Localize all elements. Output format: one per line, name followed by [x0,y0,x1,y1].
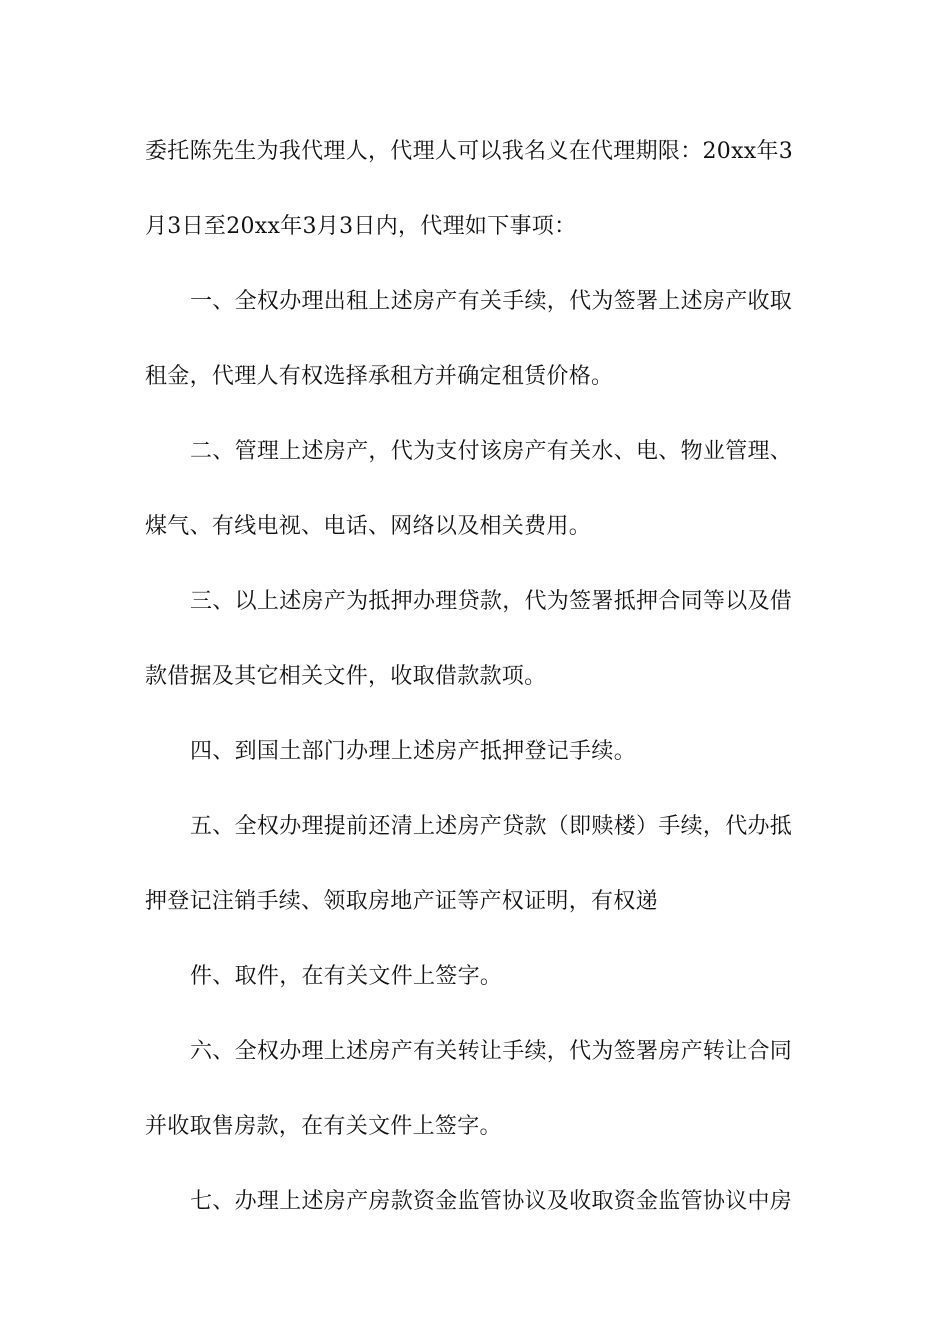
item-2-line-1: 二、管理上述房产，代为支付该房产有关水、电、物业管理、 [190,439,793,464]
item-3-line-1: 三、以上述房产为抵押办理贷款，代为签署抵押合同等以及借 [190,589,793,614]
item-4-line-1: 四、到国土部门办理上述房产抵押登记手续。 [190,739,637,764]
item-1-line-2: 租金，代理人有权选择承租方并确定租赁价格。 [145,364,614,389]
paragraph-line-1: 委托陈先生为我代理人，代理人可以我名义在代理期限：20xx年3 [145,139,794,164]
item-1-line-1: 一、全权办理出租上述房产有关手续，代为签署上述房产收取 [190,289,793,314]
paragraph-line-2: 月3日至20xx年3月3日内，代理如下事项： [145,214,577,239]
item-3-line-2: 款借据及其它相关文件，收取借款款项。 [145,664,547,689]
item-2-line-2: 煤气、有线电视、电话、网络以及相关费用。 [145,514,592,539]
item-5-line-3: 件、取件，在有关文件上签字。 [190,964,503,989]
item-6-line-2: 并收取售房款，在有关文件上签字。 [145,1114,502,1139]
item-7-line-1: 七、办理上述房产房款资金监管协议及收取资金监管协议中房 [190,1189,793,1214]
item-6-line-1: 六、全权办理上述房产有关转让手续，代为签署房产转让合同 [190,1039,793,1064]
item-5-line-2: 押登记注销手续、领取房地产证等产权证明，有权递 [145,889,658,914]
item-5-line-1: 五、全权办理提前还清上述房产贷款（即赎楼）手续，代办抵 [190,814,793,839]
